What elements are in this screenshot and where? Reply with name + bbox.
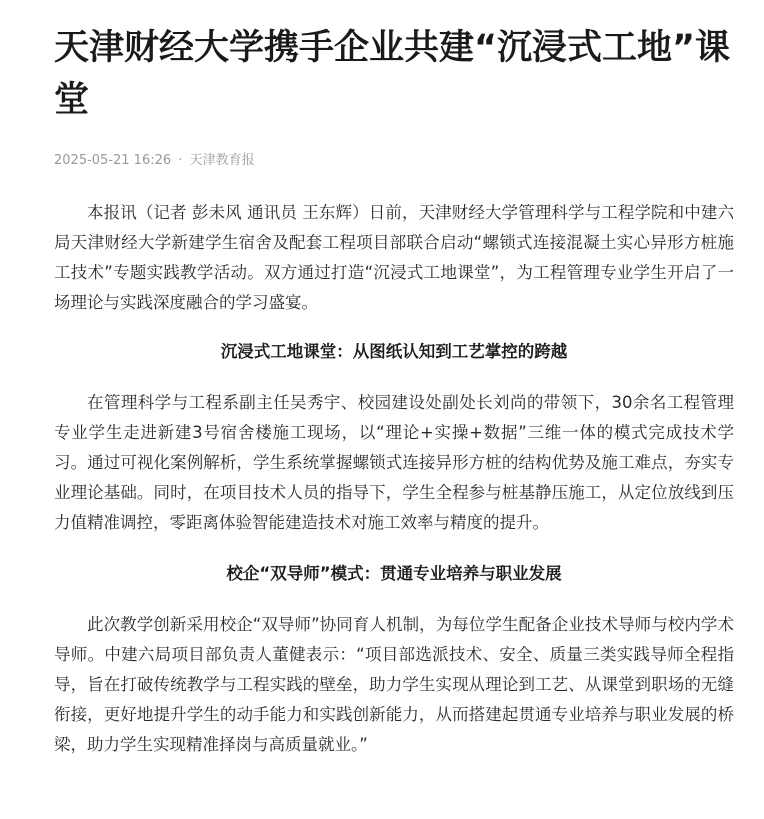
article — [54, 0, 734, 760]
meta-separator: · — [178, 153, 183, 168]
section-heading-1: 沉浸式工地课堂：从图纸认知到工艺掌控的跨越 — [220, 342, 568, 361]
section-paragraph-1: 在管理科学与工程系副主任吴秀宇、校园建设处副处长刘尚的带领下，30余名工程管理专业学生走进新建3号宿舍楼施工现场，以“理论+实操+数据”三维一体的模式完成技术学习。通过可视化案例解析，学生系统掌握螺锁式连接异形方桩的结构优势及施工难点，夯实专业理论基础。同时，在项目技术人员的指导下，学生全程参与桩基静压施工，从定位放线到压力值精准调控，零距离体验智能建造技术对施工效率与精度的提升。 — [54, 393, 734, 532]
article-body — [54, 198, 734, 760]
intro-paragraph: 本报讯（记者 彭未风 通讯员 王东辉）日前，天津财经大学管理科学与工程学院和中建六局天津财经大学新建学生宿舍及配套工程项目部联合启动“螺锁式连接混凝土实心异形方桩施工技术”专题实践教学活动。双方通过打造“沉浸式工地课堂”，为工程管理专业学生开启了一场理论与实践深度融合的学习盛宴。 — [54, 203, 734, 312]
publish-date: 2025-05-21 16:26 — [54, 153, 172, 168]
article-title: 天津财经大学携手企业共建“沉浸式工地”课堂 — [54, 28, 731, 120]
section-heading-2: 校企“双导师”模式：贯通专业培养与职业发展 — [226, 564, 562, 583]
section-paragraph-2: 此次教学创新采用校企“双导师”协同育人机制，为每位学生配备企业技术导师与校内学术导师。中建六局项目部负责人董健表示：“项目部选派技术、安全、质量三类实践导师全程指导，旨在打破传统教学与工程实践的壁垒，助力学生实现从理论到工艺、从课堂到职场的无缝衔接，更好地提升学生的动手能力和实践创新能力，从而搭建起贯通专业培养与职业发展的桥梁，助力学生实现精准择岗与高质量就业。” — [54, 615, 734, 754]
article-meta — [54, 152, 734, 170]
article-source[interactable]: 天津教育报 — [189, 153, 255, 168]
